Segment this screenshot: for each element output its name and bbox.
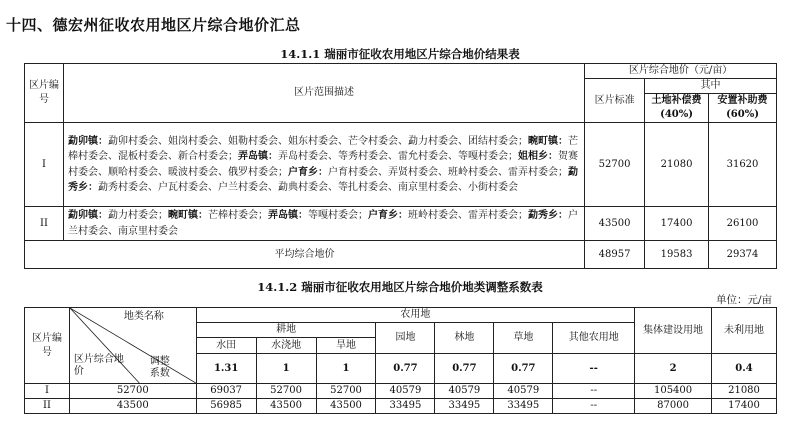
- zone-price: 43500: [69, 399, 196, 414]
- header-collective: 集体建设用地: [635, 308, 712, 354]
- header-zone-no: 区片编号: [25, 64, 64, 123]
- unit-label: 单位：元/亩: [715, 294, 772, 306]
- zone-desc: [63, 123, 584, 207]
- coef-cell: 0.77: [376, 354, 435, 384]
- zone-no: II: [25, 207, 64, 241]
- village-list: 户育村委会、弄贤村委会、班岭村委会、雷弄村委会；: [327, 166, 568, 178]
- value-cell: 43500: [316, 399, 376, 414]
- value-cell: 33495: [376, 399, 435, 414]
- zone-resettle: 26100: [709, 207, 777, 241]
- town-name: 畹町镇：: [527, 135, 568, 147]
- coef-cell: 2: [635, 354, 712, 384]
- header-forest: 林地: [435, 323, 494, 354]
- value-cell: 40579: [435, 384, 494, 399]
- avg-row: [25, 241, 777, 269]
- value-cell: 40579: [494, 384, 553, 399]
- town-name: 勐卯镇：: [67, 210, 108, 221]
- town-name: 勐秀乡：: [527, 210, 568, 221]
- header-irrigated: 水浇地: [256, 338, 316, 354]
- coef-cell: 1: [316, 354, 376, 384]
- header-dry: 旱地: [316, 338, 376, 354]
- value-cell: 69037: [196, 384, 256, 399]
- value-cell: 87000: [635, 399, 712, 414]
- diag-right-label: 调整系数: [149, 356, 170, 379]
- value-cell: --: [553, 384, 635, 399]
- zone-price: 52700: [69, 384, 196, 399]
- header-land-comp: 土地补偿费 (40%): [645, 94, 709, 123]
- coef-cell: 0.4: [712, 354, 777, 384]
- value-cell: 52700: [316, 384, 376, 399]
- town-name: 弄岛镇：: [267, 210, 308, 221]
- diag-top-label: 地类名称: [123, 311, 164, 322]
- header-price: 区片综合地价（元/亩）: [585, 64, 777, 79]
- town-name: 弄岛镇：: [237, 151, 278, 162]
- village-list: 勐秀村委会、户瓦村委会、户兰村委会、勐典村委会、等扎村委会、南京里村委会、小街村委会: [97, 182, 518, 193]
- town-name: 姐相乡：: [517, 151, 558, 162]
- header-garden: 园地: [376, 323, 435, 354]
- header-grass: 草地: [494, 323, 553, 354]
- village-list: 勐力村委会；: [107, 210, 168, 221]
- zone-no: I: [25, 123, 64, 207]
- zone-resettle: 31620: [709, 123, 777, 207]
- zone-land-comp: 21080: [645, 123, 709, 207]
- table-row: [25, 384, 777, 399]
- value-cell: 21080: [712, 384, 777, 399]
- town-name: 户育乡：: [287, 166, 328, 178]
- table-row: [25, 399, 777, 414]
- village-list: 户兰村委会、南京里村委会: [67, 210, 578, 237]
- value-cell: 56985: [196, 399, 256, 414]
- header-farmland: 农用地: [196, 308, 634, 323]
- coef-cell: 1.31: [196, 354, 256, 384]
- village-list: 贺赛村委会、顺哈村委会、暖波村委会、俄罗村委会；: [67, 151, 578, 178]
- value-cell: 33495: [435, 399, 494, 414]
- header-cultivated: 耕地: [196, 323, 376, 338]
- header-of-which: 其中: [645, 79, 777, 94]
- value-cell: 17400: [712, 399, 777, 414]
- table2-caption: 14.1.2 瑞丽市征收农用地区片综合地价地类调整系数表: [257, 280, 543, 294]
- header-standard: 区片标准: [585, 79, 645, 123]
- diagonal-header: [69, 308, 196, 384]
- adjustment-coefficient-table: [24, 307, 777, 414]
- zone-no: I: [25, 384, 70, 399]
- avg-land-comp: 19583: [645, 241, 709, 269]
- coef-cell: 1: [256, 354, 316, 384]
- avg-standard: 48957: [585, 241, 645, 269]
- header-paddy: 水田: [196, 338, 256, 354]
- avg-resettle: 29374: [709, 241, 777, 269]
- page-heading: 十四、德宏州征收农用地区片综合地价汇总: [6, 16, 301, 34]
- village-list: 班岭村委会、雷弄村委会；: [407, 210, 528, 221]
- zone-standard: 43500: [585, 207, 645, 241]
- value-cell: 33495: [494, 399, 553, 414]
- zone-desc: [63, 207, 584, 241]
- coef-cell: --: [553, 354, 635, 384]
- table1-caption: 14.1.1 瑞丽市征收农用地区片综合地价结果表: [280, 47, 520, 61]
- coef-cell: 0.77: [494, 354, 553, 384]
- value-cell: 52700: [256, 384, 316, 399]
- value-cell: --: [553, 399, 635, 414]
- diag-left-label: 区片综合地价: [73, 354, 124, 377]
- town-name: 畹町镇：: [167, 210, 208, 221]
- avg-label: 平均综合地价: [25, 241, 585, 269]
- village-list: 勐卯村委会、姐岗村委会、姐勒村委会、姐东村委会、芒令村委会、勐力村委会、团结村委会；: [107, 135, 528, 147]
- table-row: [25, 123, 777, 207]
- village-list: 等嘎村委会；: [307, 210, 368, 221]
- zone-price-result-table: [24, 63, 777, 269]
- value-cell: 43500: [256, 399, 316, 414]
- header-desc: 区片范围描述: [63, 64, 584, 123]
- town-name: 勐卯镇：: [67, 135, 108, 147]
- value-cell: 40579: [376, 384, 435, 399]
- zone-land-comp: 17400: [645, 207, 709, 241]
- header-unused: 未利用地: [712, 308, 777, 354]
- town-name: 勐秀乡：: [67, 166, 578, 193]
- table-row: [25, 207, 777, 241]
- header-resettle: 安置补助费 (60%): [709, 94, 777, 123]
- header-other-ag: 其他农用地: [553, 323, 635, 354]
- value-cell: 105400: [635, 384, 712, 399]
- town-name: 户育乡：: [367, 210, 408, 221]
- coef-cell: 0.77: [435, 354, 494, 384]
- zone-standard: 52700: [585, 123, 645, 207]
- zone-no: II: [25, 399, 70, 414]
- village-list: 芒棒村委会；: [207, 210, 268, 221]
- village-list: 弄岛村委会、等秀村委会、雷允村委会、等嘎村委会；: [277, 151, 518, 162]
- header-zone-no: 区片编号: [25, 308, 70, 384]
- village-list: 芒棒村委会、混板村委会、新合村委会；: [67, 135, 578, 162]
